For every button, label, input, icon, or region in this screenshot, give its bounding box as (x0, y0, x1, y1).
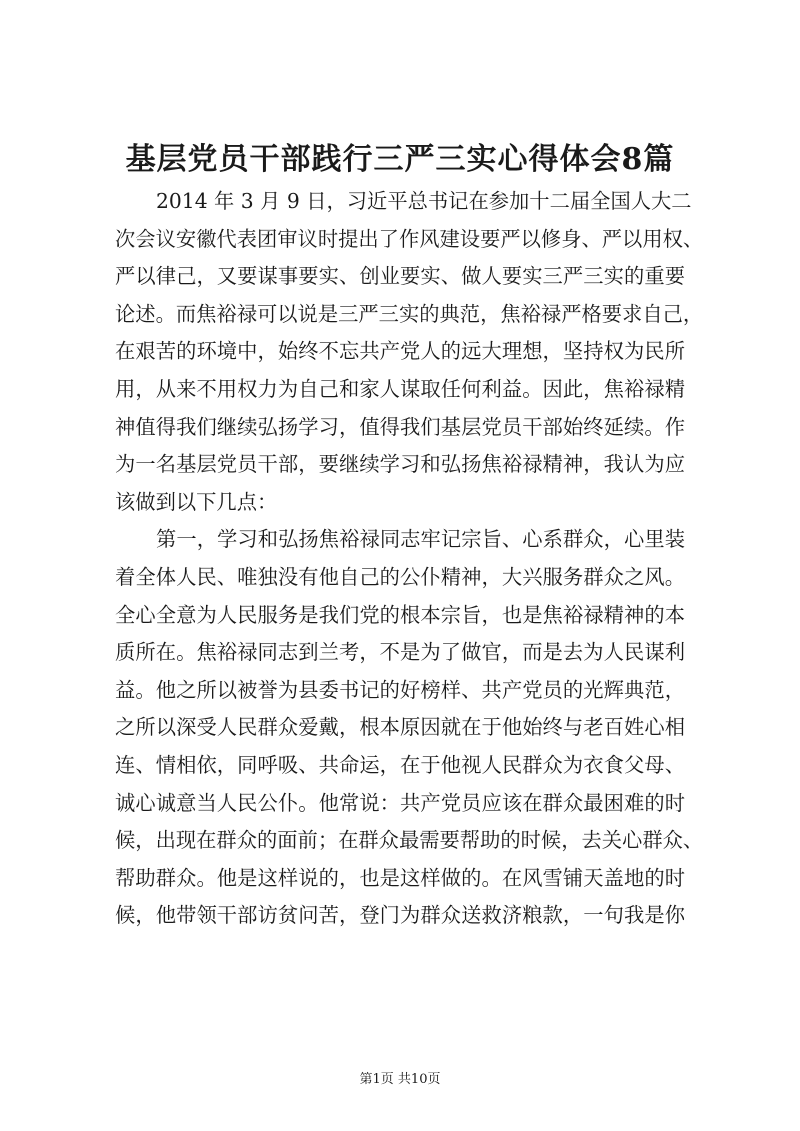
paragraph-line: 全心全意为人民服务是我们党的根本宗旨，也是焦裕禄精神的本 (115, 602, 685, 627)
paragraph-line: 用，从来不用权力为自己和家人谋取任何利益。因此，焦裕禄精 (115, 376, 685, 401)
paragraph-line: 次会议安徽代表团审议时提出了作风建设要严以修身、严以用权、 (115, 226, 704, 251)
paragraph-line: 该做到以下几点： (115, 489, 278, 514)
paragraph-line: 在艰苦的环境中，始终不忘共产党人的远大理想，坚持权为民所 (115, 339, 685, 364)
paragraph-line: 益。他之所以被誉为县委书记的好榜样、共产党员的光辉典范， (115, 677, 685, 702)
paragraph-line: 诚心诚意当人民公仆。他常说：共产党员应该在群众最困难的时 (115, 790, 685, 815)
paragraph-line: 连、情相依，同呼吸、共命运，在于他视人民群众为衣食父母、 (115, 752, 685, 777)
paragraph-line: 2014 年 3 月 9 日，习近平总书记在参加十二届全国人大二 (156, 189, 692, 213)
paragraph-line: 着全体人民、唯独没有他自己的公仆精神，大兴服务群众之风。 (115, 564, 685, 589)
paragraph-line: 帮助群众。他是这样说的，也是这样做的。在风雪铺天盖地的时 (115, 865, 685, 890)
page-footer: 第1页 共10页 (359, 1072, 441, 1087)
paragraph-line: 候，他带领干部访贫问苦，登门为群众送救济粮款，一句我是你 (115, 903, 685, 928)
paragraph-line: 严以律己，又要谋事要实、创业要实、做人要实三严三实的重要 (115, 264, 685, 289)
paragraph-line: 之所以深受人民群众爱戴，根本原因就在于他始终与老百姓心相 (115, 715, 685, 740)
paragraph-line: 论述。而焦裕禄可以说是三严三实的典范，焦裕禄严格要求自己， (115, 301, 704, 326)
paragraph-line: 候，出现在群众的面前；在群众最需要帮助的时候，去关心群众、 (115, 828, 704, 853)
paragraph-line: 神值得我们继续弘扬学习，值得我们基层党员干部始终延续。作 (115, 414, 685, 439)
paragraph-line: 第一，学习和弘扬焦裕禄同志牢记宗旨、心系群众，心里装 (156, 527, 685, 552)
paragraph-line: 为一名基层党员干部，要继续学习和弘扬焦裕禄精神，我认为应 (115, 452, 685, 477)
document-title: 基层党员干部践行三严三实心得体会8篇 (125, 142, 675, 177)
document-body (115, 183, 704, 935)
paragraph-line: 质所在。焦裕禄同志到兰考，不是为了做官，而是去为人民谋利 (115, 640, 685, 665)
